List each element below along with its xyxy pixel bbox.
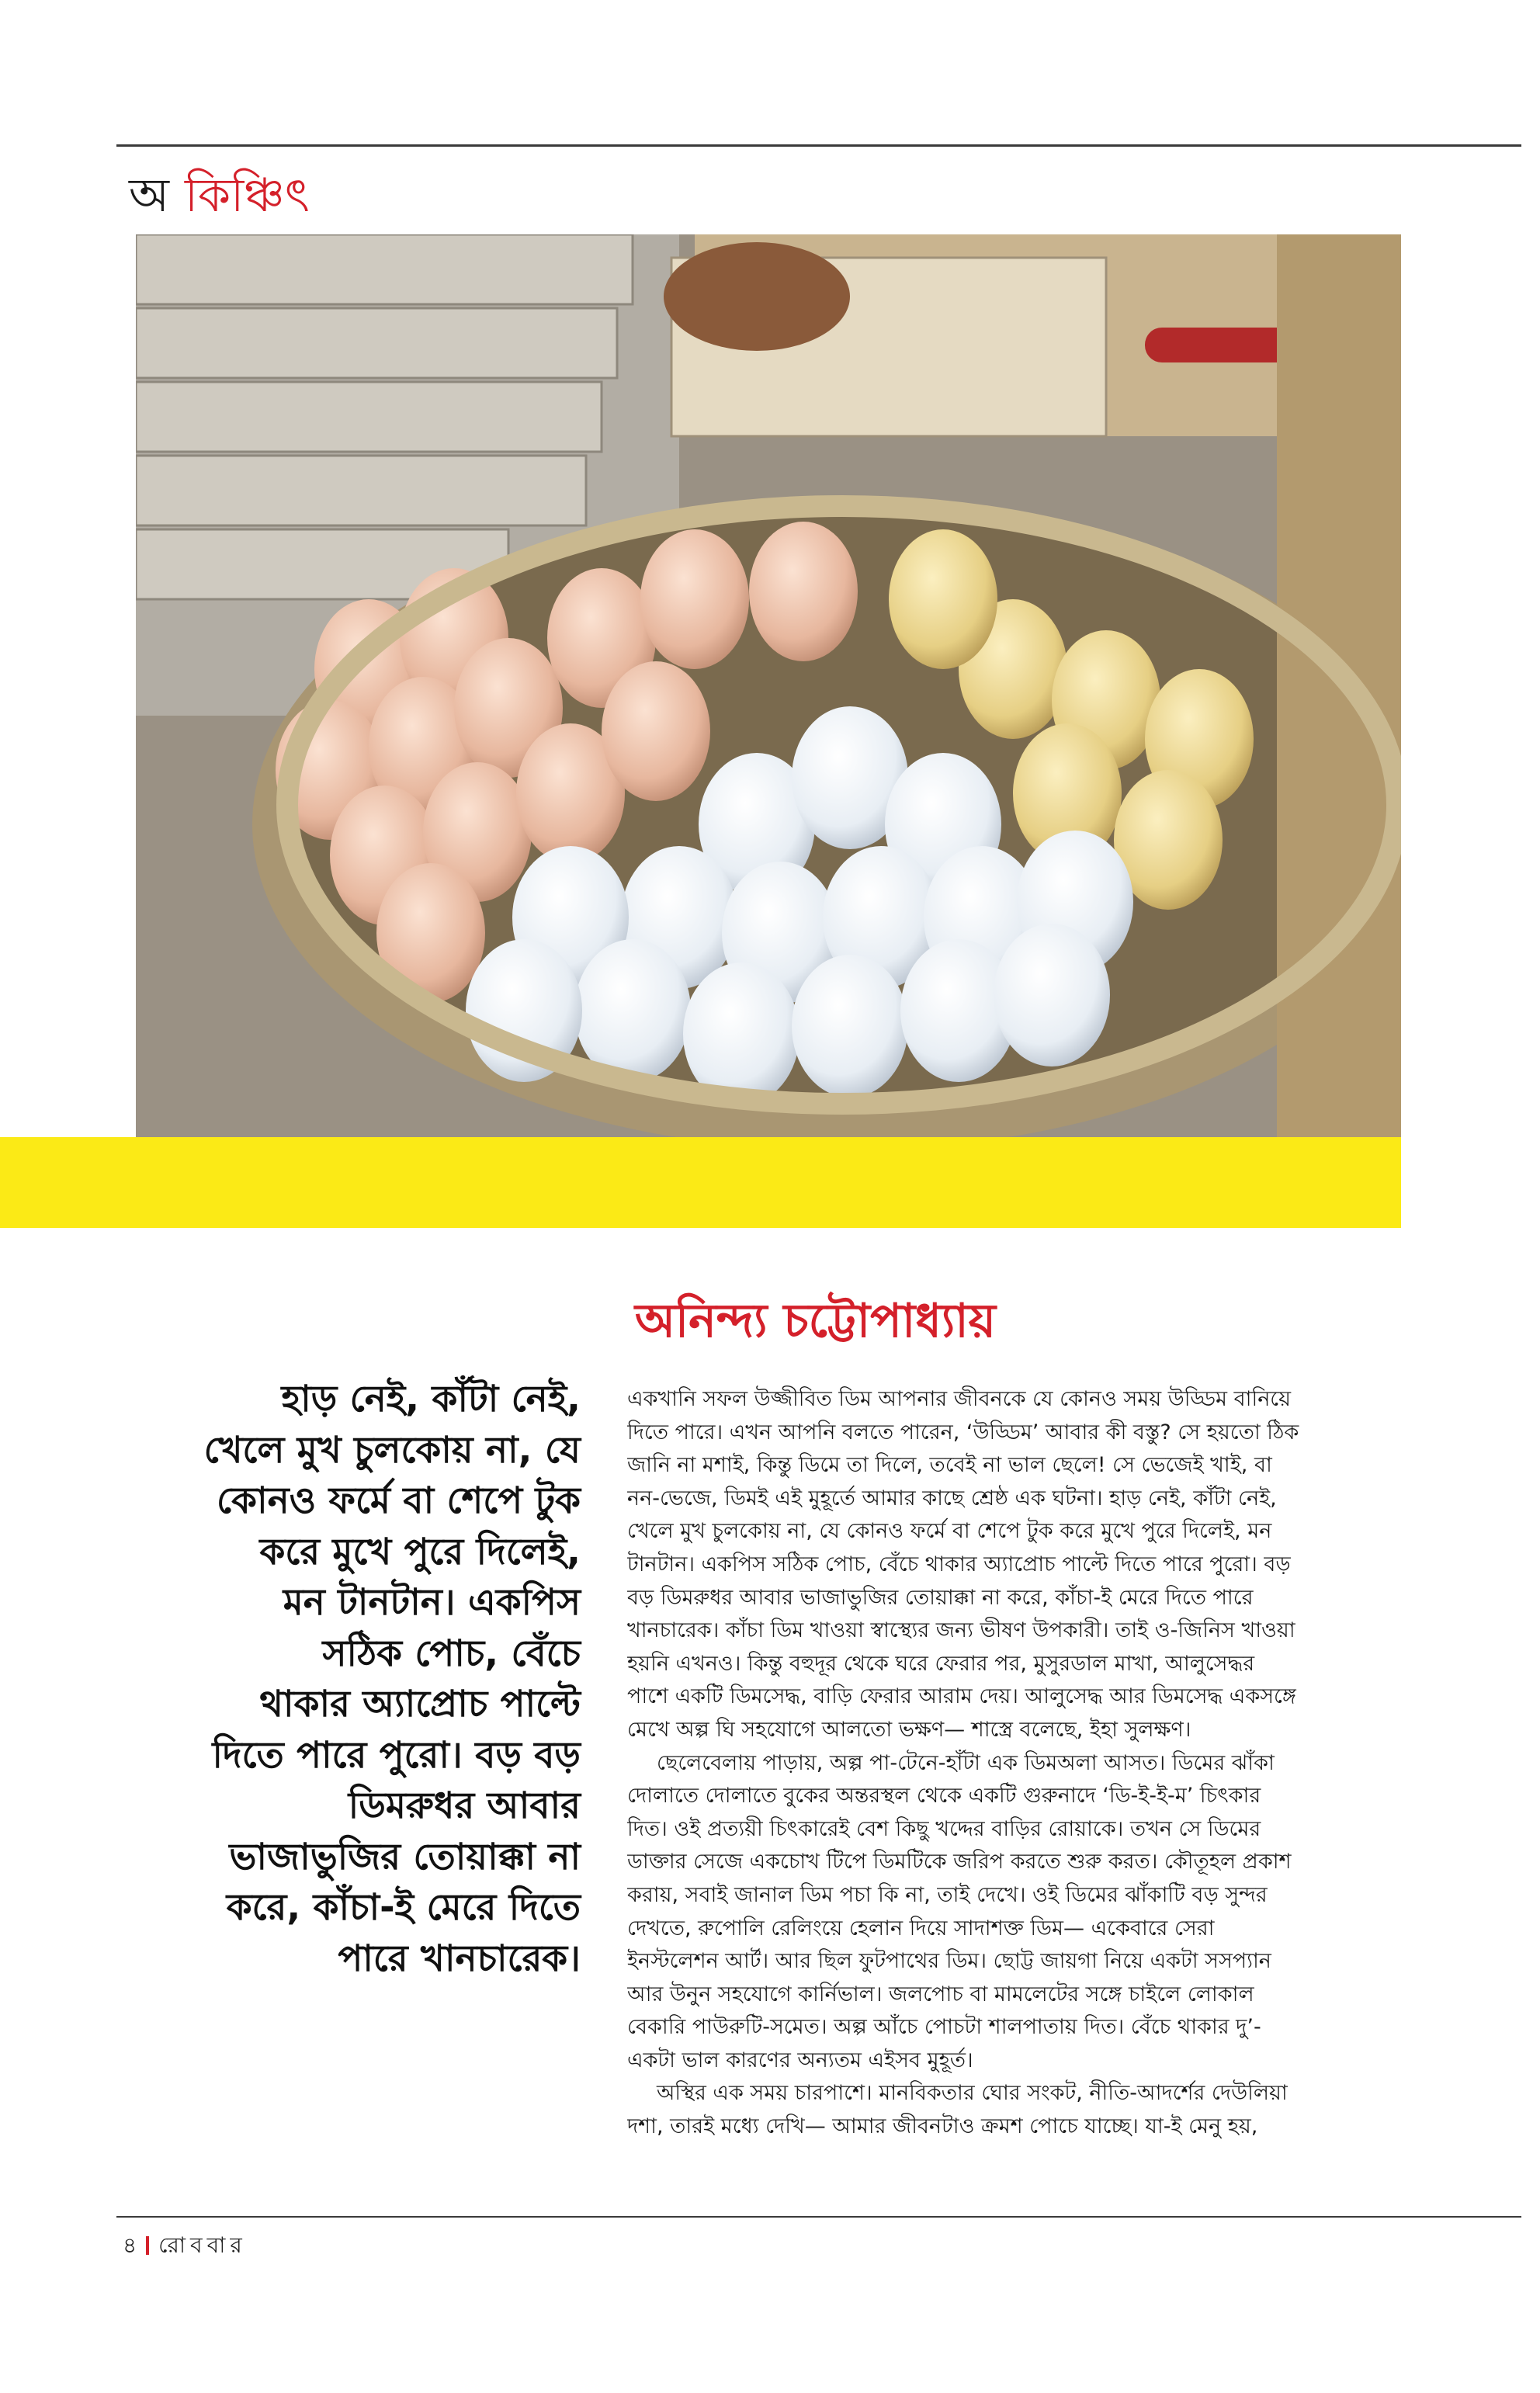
pull-quote-line: হাড় নেই, কাঁটা নেই, (281, 1378, 581, 1420)
article-line: দেখতে, রুপোলি রেলিংয়ে হেলান দিয়ে সাদাশক্ত ডিম— একেবারে সেরা (627, 1916, 1215, 1940)
article-line: একটা ভাল কারণের অন্যতম এইসব মুহূর্ত। (627, 2048, 973, 2072)
article-line: একখানি সফল উজ্জীবিত ডিম আপনার জীবনকে যে কোনও সময় উড্ডিম বানিয়ে (627, 1387, 1292, 1411)
article-line: আর উনুন সহযোগে কার্নিভাল। জলপোচ বা মামলেটের সঙ্গে চাইলে লোকাল (627, 1982, 1254, 2006)
article-line: ইনস্টলেশন আর্ট। আর ছিল ফুটপাথের ডিম। ছোট্ট জায়গা নিয়ে একটা সসপ্যান (627, 1949, 1271, 1974)
article-line: পাশে একটি ডিমসেদ্ধ, বাড়ি ফেরার আরাম দেয়। আলুসেদ্ধ আর ডিমসেদ্ধ একসঙ্গে (627, 1684, 1296, 1709)
article-body (627, 1383, 1403, 2144)
page-footer (123, 2226, 247, 2265)
author-byline: অনিন্দ্য চট্টোপাধ্যায় (635, 1294, 996, 1348)
article-line: বেকারি পাউরুটি-সমেত। অল্প আঁচে পোচটা শালপাতায় দিত। বেঁচে থাকার দু’- (627, 2015, 1261, 2040)
article-line: দিতে পারে। এখন আপনি বলতে পারেন, ‘উড্ডিম’ আবার কী বস্তু? সে হয়তো ঠিক (627, 1420, 1299, 1444)
article-line: করায়, সবাই জানাল ডিম পচা কি না, তাই দেখে। ওই ডিমের ঝাঁকাটি বড় সুন্দর (627, 1882, 1268, 1907)
pull-quote-line: ডিমরুধর আবার (348, 1784, 581, 1827)
article-line: খানচারেক। কাঁচা ডিম খাওয়া স্বাস্থ্যের জন্য ভীষণ উপকারী। তাই ও-জিনিস খাওয়া (627, 1618, 1295, 1643)
article-line: অস্থির এক সময় চারপাশে। মানবিকতার ঘোর সংকট, নীতি-আদর্শের দেউলিয়া (657, 2081, 1288, 2106)
article-line: জানি না মশাই, কিন্তু ডিমে তা দিলে, তবেই না ভাল ছেলে! সে ভেজেই খাই, বা (627, 1453, 1272, 1478)
pull-quote-line: ভাজাভুজির তোয়াক্কা না (229, 1835, 581, 1878)
article-line: দোলাতে দোলাতে বুকের অন্তরস্থল থেকে একটি গুরুনাদে ‘ডি-ই-ই-ম’ চিৎকার (627, 1784, 1261, 1809)
article-line: দশা, তারই মধ্যে দেখি— আমার জীবনটাও ক্রমশ পোচে যাচ্ছে। যা-ই মেনু হয়, (627, 2114, 1258, 2139)
yellow-band (0, 1137, 1401, 1228)
article-line: ছেলেবেলায় পাড়ায়, অল্প পা-টেনে-হাঁটা এক ডিমঅলা আসত। ডিমের ঝাঁকা (657, 1750, 1275, 1775)
article-line: টানটান। একপিস সঠিক পোচ, বেঁচে থাকার অ্যাপ্রোচ পাল্টে দিতে পারে পুরো। বড় (627, 1552, 1291, 1576)
pull-quote-line: থাকার অ্যাপ্রোচ পাল্টে (259, 1683, 581, 1725)
pull-quote-line: পারে খানচারেক। (338, 1937, 581, 1980)
article-line: হয়নি এখনও। কিন্তু বহুদূর থেকে ঘরে ফেরার পর, মুসুরডাল মাখা, আলুসেদ্ধর (627, 1651, 1255, 1676)
pull-quote-line: দিতে পারে পুরো। বড় বড় (212, 1733, 581, 1777)
footer-separator (146, 2236, 149, 2255)
eggs-basket-photo (136, 234, 1401, 1137)
article-line: নন-ভেজে, ডিমই এই মুহূর্তে আমার কাছে শ্রেষ্ঠ এক ঘটনা। হাড় নেই, কাঁটা নেই, (627, 1486, 1277, 1510)
section-prefix: অ (129, 168, 169, 223)
pull-quote-line: করে, কাঁচা-ই মেরে দিতে (226, 1886, 581, 1929)
article-line: বড় ডিমরুধর আবার ভাজাভুজির তোয়াক্কা না করে, কাঁচা-ই মেরে দিতে পারে (627, 1585, 1254, 1610)
publication-name: রোববার (158, 2232, 247, 2258)
pull-quote-line: করে মুখে পুরে দিলেই, (259, 1530, 581, 1573)
top-rule (116, 144, 1521, 147)
section-header (129, 165, 310, 227)
article-line: মেখে অল্প ঘি সহযোগে আলতো ভক্ষণ— শাস্ত্রে বলেছে, ইহা সুলক্ষণ। (627, 1717, 1191, 1742)
pull-quote-line: সঠিক পোচ, বেঁচে (322, 1632, 581, 1675)
pull-quote (186, 1374, 581, 1984)
article-line: দিত। ওই প্রত্যয়ী চিৎকারেই বেশ কিছু খদ্দের বাড়ির রোয়াকে। তখন সে ডিমের (627, 1816, 1261, 1841)
eggs-in-basket-photo-icon (136, 234, 1401, 1137)
pull-quote-line: মন টানটান। একপিস (283, 1581, 581, 1624)
article-line: ডাক্তার সেজে একচোখ টিপে ডিমটিকে জরিপ করতে শুরু করত। কৌতূহল প্রকাশ (627, 1850, 1292, 1875)
article-line: খেলে মুখ চুলকোয় না, যে কোনও ফর্মে বা শেপে টুক করে মুখে পুরে দিলেই, মন (627, 1519, 1272, 1544)
pull-quote-line: খেলে মুখ চুলকোয় না, যে (203, 1428, 581, 1472)
bottom-rule (116, 2216, 1521, 2218)
section-name: কিঞ্চিৎ (184, 168, 310, 223)
page-number: ৪ (123, 2232, 137, 2258)
pull-quote-line: কোনও ফর্মে বা শেপে টুক (217, 1479, 581, 1522)
